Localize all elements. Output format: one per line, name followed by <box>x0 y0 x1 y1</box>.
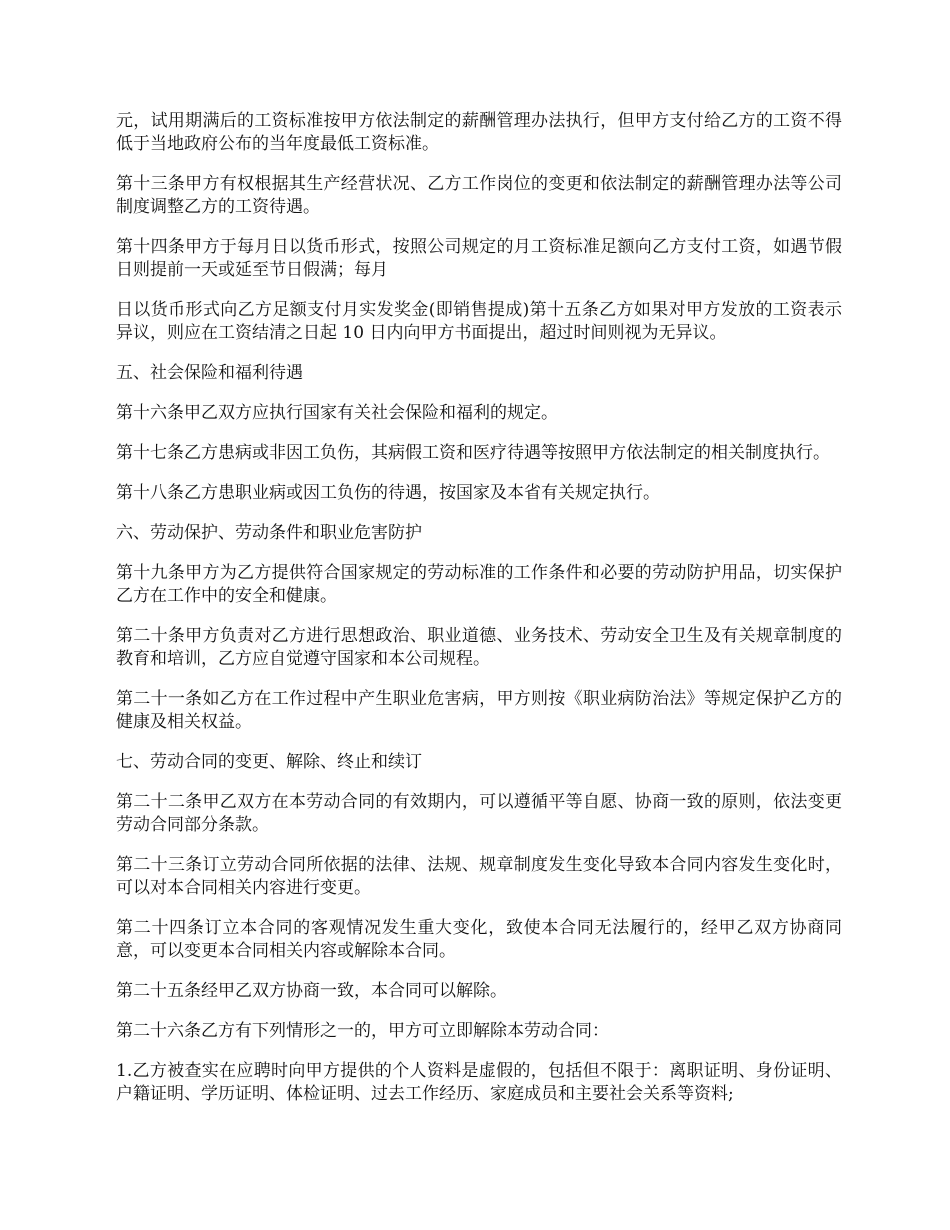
paragraph-15: 第二十三条订立劳动合同所依据的法律、法规、规章制度发生变化导致本合同内容发生变化时，可以对本合同相关内容进行变更。 <box>116 855 842 898</box>
paragraph-19: 1.乙方被查实在应聘时向甲方提供的个人资料是虚假的，包括但不限于：离职证明、身份证明、户籍证明、学历证明、体检证明、过去工作经历、家庭成员和主要社会关系等资料; <box>116 1061 842 1104</box>
paragraph-2: 第十三条甲方有权根据其生产经营状况、乙方工作岗位的变更和依法制定的薪酬管理办法等公司制度调整乙方的工资待遇。 <box>116 174 842 217</box>
paragraph-16: 第二十四条订立本合同的客观情况发生重大变化，致使本合同无法履行的，经甲乙双方协商同意，可以变更本合同相关内容或解除本合同。 <box>116 918 842 961</box>
section-heading-6: 六、劳动保护、劳动条件和职业危害防护 <box>116 523 422 543</box>
paragraph-18: 第二十六条乙方有下列情形之一的，甲方可立即解除本劳动合同： <box>116 1021 609 1041</box>
section-heading-7: 七、劳动合同的变更、解除、终止和续订 <box>116 752 422 772</box>
paragraph-14: 第二十二条甲乙双方在本劳动合同的有效期内，可以遵循平等自愿、协商一致的原则，依法变更劳动合同部分条款。 <box>116 792 842 835</box>
paragraph-4: 日以货币形式向乙方足额支付月实发奖金(即销售提成)第十五条乙方如果对甲方发放的工资表示异议，则应在工资结清之日起 10 日内向甲方书面提出，超过时间则视为无异议。 <box>116 300 842 343</box>
paragraph-11: 第二十条甲方负责对乙方进行思想政治、职业道德、业务技术、劳动安全卫生及有关规章制度的教育和培训，乙方应自觉遵守国家和本公司规程。 <box>116 626 842 669</box>
section-heading-5: 五、社会保险和福利待遇 <box>116 363 303 383</box>
paragraph-7: 第十七条乙方患病或非因工负伤，其病假工资和医疗待遇等按照甲方依法制定的相关制度执行。 <box>116 443 830 463</box>
paragraph-1: 元，试用期满后的工资标准按甲方依法制定的薪酬管理办法执行，但甲方支付给乙方的工资不得低于当地政府公布的当年度最低工资标准。 <box>116 111 842 154</box>
paragraph-17: 第二十五条经甲乙双方协商一致，本合同可以解除。 <box>116 981 507 1001</box>
paragraph-12: 第二十一条如乙方在工作过程中产生职业危害病，甲方则按《职业病防治法》等规定保护乙方的健康及相关权益。 <box>116 689 842 732</box>
paragraph-10: 第十九条甲方为乙方提供符合国家规定的劳动标准的工作条件和必要的劳动防护用品，切实保护乙方在工作中的安全和健康。 <box>116 563 842 606</box>
paragraph-3: 第十四条甲方于每月日以货币形式，按照公司规定的月工资标准足额向乙方支付工资，如遇节假日则提前一天或延至节日假满；每月 <box>116 237 842 280</box>
paragraph-8: 第十八条乙方患职业病或因工负伤的待遇，按国家及本省有关规定执行。 <box>116 483 660 503</box>
document-page <box>116 110 842 1123</box>
paragraph-6: 第十六条甲乙双方应执行国家有关社会保险和福利的规定。 <box>116 403 558 423</box>
